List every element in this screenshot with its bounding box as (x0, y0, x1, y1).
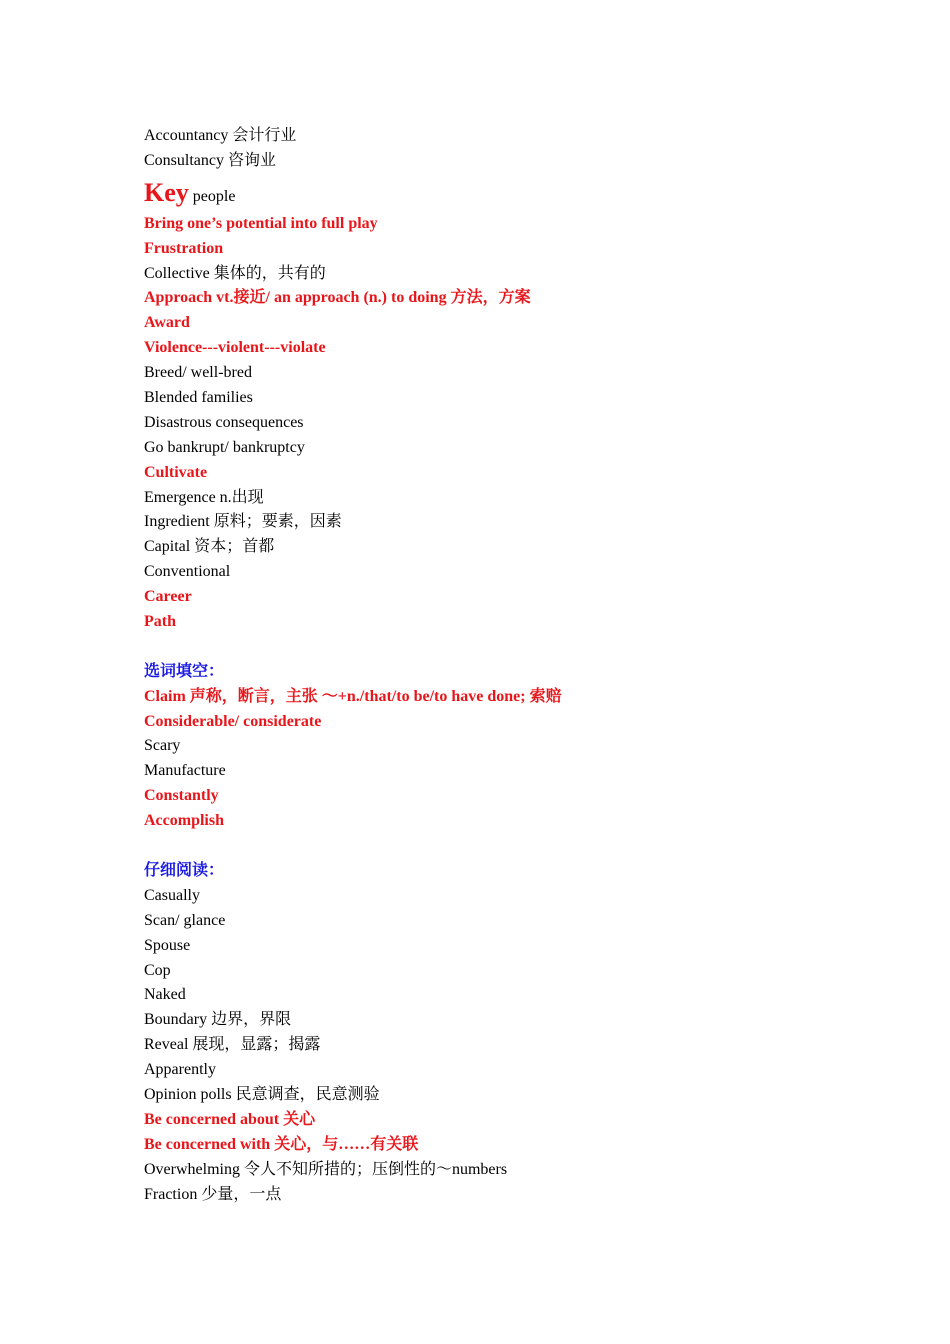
key-people-list (144, 212, 844, 635)
vocab-line: Cultivate (144, 463, 208, 481)
vocab-line: Fraction 少量，一点 (144, 1185, 282, 1203)
vocab-line: Reveal 展现，显露；揭露 (144, 1036, 321, 1054)
vocab-line: Emergence n.出现 (144, 488, 264, 506)
vocab-line: Violence---violent---violate (144, 339, 326, 357)
vocab-line: Approach vt.接近/ an approach (n.) to doing 方法，方案 (144, 289, 531, 307)
careful-reading-list (144, 884, 844, 1208)
vocab-line: Consultancy 咨询业 (144, 151, 276, 169)
vocab-line: Go bankrupt/ bankruptcy (144, 438, 305, 456)
vocab-line: Opinion polls 民意调查，民意测验 (144, 1085, 380, 1103)
vocab-line: Overwhelming 令人不知所措的；压倒性的～numbers (144, 1160, 508, 1178)
vocab-line: Casually (144, 886, 200, 904)
vocab-line: Blended families (144, 389, 253, 407)
key-people-heading (144, 174, 844, 212)
vocab-line: Considerable/ considerate (144, 712, 322, 730)
vocab-line: Claim 声称，断言，主张 ～+n./that/to be/to have done; 索赔 (144, 687, 562, 705)
vocab-line: Conventional (144, 563, 231, 581)
section-title-careful-reading: 仔细阅读： (144, 861, 225, 879)
vocab-line: Breed/ well-bred (144, 364, 252, 382)
vocab-line: Manufacture (144, 762, 226, 780)
vocab-line: Path (144, 613, 176, 631)
vocab-line: Be concerned with 关心，与……有关联 (144, 1135, 419, 1153)
document-page (144, 124, 844, 1207)
vocab-line: Ingredient 原料；要素，因素 (144, 513, 342, 531)
spacer (144, 834, 844, 859)
vocab-line: Accountancy 会计行业 (144, 127, 297, 144)
vocab-line: Bring one’s potential into full play (144, 214, 378, 232)
vocab-line: Be concerned about 关心 (144, 1110, 316, 1128)
vocab-line: Scan/ glance (144, 911, 226, 929)
vocab-line: Career (144, 588, 192, 606)
vocab-line: Accomplish (144, 812, 224, 830)
key-heading-rest: people (188, 187, 236, 205)
vocab-line: Capital 资本；首都 (144, 538, 275, 556)
section-title-fill-in: 选词填空： (144, 662, 225, 680)
vocab-line: Frustration (144, 239, 224, 257)
fill-in-list (144, 685, 844, 834)
vocab-line: Apparently (144, 1061, 216, 1079)
intro-list (144, 124, 844, 174)
vocab-line: Boundary 边界，界限 (144, 1011, 292, 1029)
vocab-line: Disastrous consequences (144, 413, 304, 431)
spacer (144, 635, 844, 660)
vocab-line: Scary (144, 737, 181, 755)
vocab-line: Cop (144, 961, 171, 979)
vocab-line: Spouse (144, 936, 191, 954)
vocab-line: Constantly (144, 787, 219, 805)
vocab-line: Award (144, 314, 190, 332)
vocab-line: Naked (144, 986, 186, 1004)
vocab-line: Collective 集体的，共有的 (144, 264, 326, 282)
key-word: Key (144, 177, 189, 207)
